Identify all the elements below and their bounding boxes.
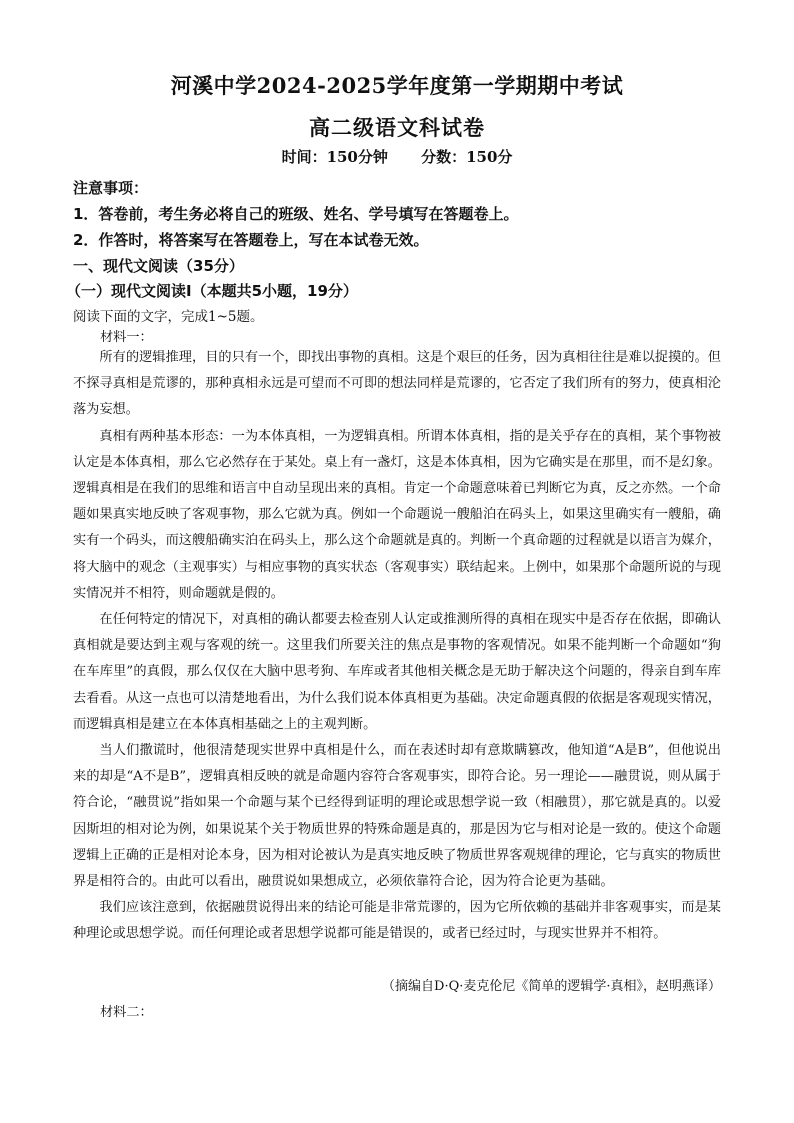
reading-instruction: 阅读下面的文字，完成1~5题。 <box>73 309 264 325</box>
paragraph: 当人们撒谎时，他很清楚现实世界中真相是什么，而在表述时却有意欺瞒篡改，他知道“A是B”，但他说出来的却是“A不是B”，逻辑真相反映的就是命题内容符合客观事实，即符合论。另一理论——融贯说，则从属于符合论，“融贯说”指如果一个命题与某个已经得到证明的理论或思想学说一致（相融贯），那它就是真的。以爱因斯坦的相对论为例，如果说某个关于物质世界的特殊命题是真的，那是因为它与相对论是一致的。使这个命题逻辑上正确的正是相对论本身，因为相对论被认为是真实地反映了物质世界客观规律的理论，它与真实的物质世界是相符合的。由此可以看出，融贯说如果想成立，必须依靠符合论，因为符合论更为基础。 <box>73 743 721 890</box>
material-one-label: 材料一： <box>100 330 153 345</box>
section-heading: 一、现代文阅读（35分） <box>73 257 244 275</box>
material-two-label: 材料二： <box>100 1005 153 1020</box>
notes-heading: 注意事项： <box>73 179 149 197</box>
subsection-heading: （一）现代文阅读I（本题共5小题，19分） <box>66 282 358 300</box>
paragraph: 在任何特定的情况下，对真相的确认都要去检查别人认定或推测所得的真相在现实中是否存在依据，即确认真相就是要达到主观与客观的统一。这里我们所要关注的焦点是事物的客观情况。如果不能判断一个命题如“狗在车库里”的真假，那么仅仅在大脑中思考狗、车库或者其他相关概念是无助于解决这个问题的，得亲自到车库去看看。从这一点也可以清楚地看出，为什么我们说本体真相更为基础。决定命题真假的依据是客观现实情况，而逻辑真相是建立在本体真相基础之上的主观判断。 <box>73 612 721 732</box>
paragraph: 真相有两种基本形态：一为本体真相，一为逻辑真相。所谓本体真相，指的是关乎存在的真相，某个事物被认定是本体真相，那么它必然存在于某处。桌上有一盏灯，这是本体真相，因为它确实是在那里，而不是幻象。逻辑真相是在我们的思维和语言中自动呈现出来的真相。肯定一个命题意味着已判断它为真，反之亦然。一个命题如果真实地反映了客观事物，那么它就为真。例如一个命题说一艘船泊在码头上，如果这里确实有一艘船，确实有一个码头，而这艘船确实泊在码头上，那么这个命题就是真的。判断一个真命题的过程就是以语言为媒介，将大脑中的观念（主观事实）与相应事物的真实状态（客观事实）联结起来。上例中，如果那个命题所说的与现实情况并不相符，则命题就是假的。 <box>73 428 721 601</box>
note-item-2: 2．作答时，将答案写在答题卷上，写在本试卷无效。 <box>73 231 429 249</box>
school-exam-title: 河溪中学2024-2025学年度第一学期期中考试 <box>170 73 624 98</box>
material-one-body <box>73 345 721 948</box>
paragraph: 我们应该注意到，依据融贯说得出来的结论可能是非常荒谬的，因为它所依赖的基础并非客观事实，而是某种理论或思想学说。而任何理论或者思想学说都可能是错误的，或者已经过时，与现实世界并不相符。 <box>73 900 721 942</box>
exam-score: 分数：150分 <box>421 148 513 166</box>
note-item-1: 1．答卷前，考生务必将自己的班级、姓名、学号填写在答题卷上。 <box>73 205 519 223</box>
paragraph: 所有的逻辑推理，目的只有一个，即找出事物的真相。这是个艰巨的任务，因为真相往往是难以捉摸的。但不探寻真相是荒谬的，那种真相永远是可望而不可即的想法同样是荒谬的，它否定了我们所有的努力，使真相沦落为妄想。 <box>73 350 721 418</box>
exam-meta <box>0 146 794 167</box>
exam-time: 时间：150分钟 <box>281 148 388 166</box>
material-one-source: （摘编自D·Q·麦克伦尼《简单的逻辑学·真相》，赵明燕译） <box>382 979 721 994</box>
paper-title: 高二级语文科试卷 <box>309 115 485 140</box>
